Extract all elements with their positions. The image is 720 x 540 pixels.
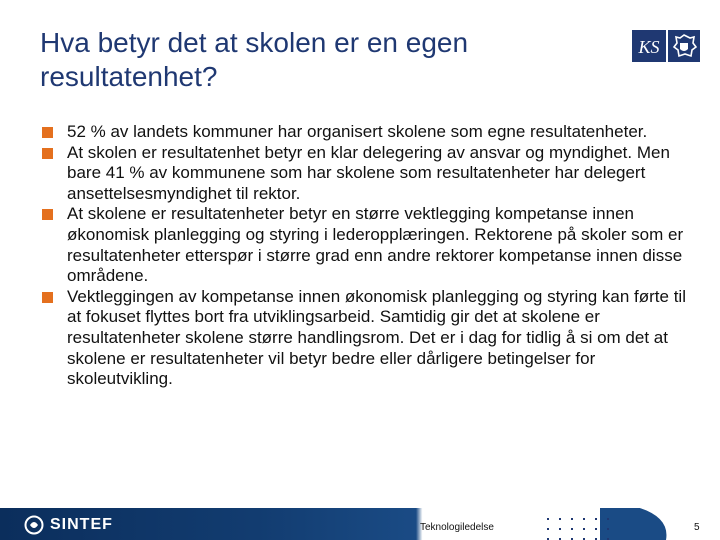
bullet-item	[40, 204, 700, 286]
footer	[0, 508, 720, 540]
bullet-marker	[42, 209, 53, 220]
sintef-emblem-icon	[24, 515, 44, 535]
sintef-wordmark: SINTEF	[50, 516, 113, 533]
department-label: Teknologiledelse	[420, 522, 494, 533]
bullet-text: Vektleggingen av kompetanse innen økonomisk planlegging og styring kan førte til at fokuset flyttes bort fra utviklingsarbeid. Samtidig gir det at skolene er resultatenheter skolene større handlingsrom. Det er i dag for tidlig å si om det at skolene er resultatenheter vil betyr bedre eller dårligere betingelser for skoleutvikling.	[67, 286, 686, 389]
page-number: 5	[694, 522, 700, 533]
bullet-text: At skolene er resultatenheter betyr en større vektlegging kompetanse innen økonomisk planlegging og styring i lederopplæringen. Rektorene på skoler som er resultatenheter etterspør i større grad enn andre rektorer kompetanse innen disse områdene.	[67, 204, 684, 286]
bullet-list	[40, 122, 700, 390]
bullet-item	[40, 143, 700, 205]
bullet-text: At skolen er resultatenhet betyr en klar delegering av ansvar og myndighet. Men bare 41 % av kommunene som har skolene som resultatenheter har delegert ansettelsesmyndighet til rektor.	[67, 142, 670, 203]
bullet-text: 52 % av landets kommuner har organisert skolene som egne resultatenheter.	[67, 122, 648, 141]
bullet-marker	[42, 148, 53, 159]
bullet-item	[40, 287, 700, 390]
ks-logo	[630, 26, 702, 66]
bullet-item	[40, 122, 700, 143]
ks-logo-icon	[630, 26, 702, 66]
slide-title: Hva betyr det at skolen er en egen resultatenhet?	[40, 27, 469, 92]
sintef-logo	[24, 515, 113, 535]
ks-logo-letters: KS	[638, 37, 660, 57]
bullet-marker	[42, 292, 53, 303]
dot-grid-decoration	[543, 516, 619, 540]
bullet-marker	[42, 127, 53, 138]
